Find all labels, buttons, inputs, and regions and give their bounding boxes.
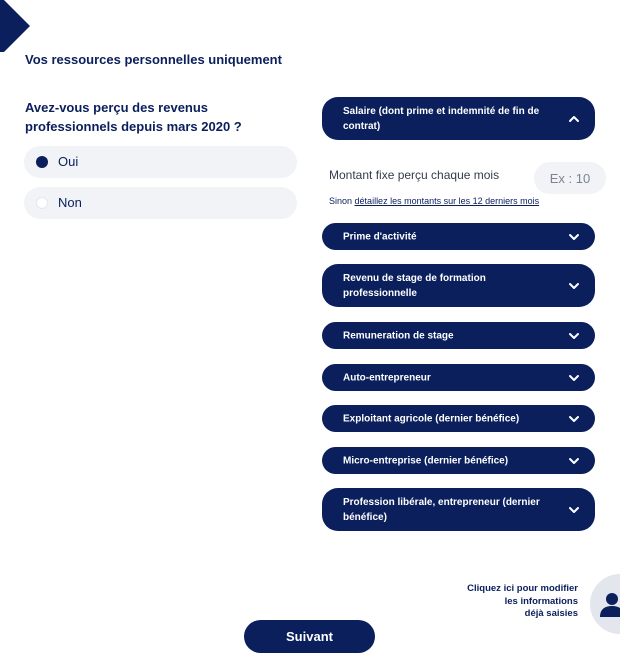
accordion-label: Profession libérale, entrepreneur (dernier bénéfice) [343, 496, 540, 523]
modify-info-link[interactable] [428, 583, 578, 621]
modify-info-avatar-button[interactable] [590, 574, 620, 634]
accordion-label: Salaire (dont prime et indemnité de fin de contrat) [343, 105, 540, 132]
amount-label: Montant fixe perçu chaque mois [329, 168, 500, 182]
accordion-salaire[interactable] [322, 97, 595, 140]
next-button[interactable]: Suivant [244, 620, 375, 653]
accordion-label: Prime d'activité [343, 231, 417, 242]
modify-info-line-2: les informations [504, 595, 578, 607]
accordion-auto-entrepreneur[interactable] [322, 364, 595, 391]
user-icon [599, 591, 620, 617]
detail-prefix: Sinon [329, 196, 353, 206]
detail-months-link[interactable]: détaillez les montants sur les 12 derniers mois [354, 196, 540, 206]
amount-input[interactable] [534, 162, 606, 194]
accordion-remuneration-stage[interactable] [322, 322, 595, 349]
radio-label-oui: Oui [58, 154, 79, 169]
accordion-label: Micro-entreprise (dernier bénéfice) [343, 455, 509, 466]
chevron-up-icon [568, 113, 580, 125]
radio-checked-icon[interactable] [36, 156, 48, 168]
accordion-label: Exploitant agricole (dernier bénéfice) [343, 413, 520, 424]
accordion-label: Auto-entrepreneur [343, 372, 431, 383]
detail-line [329, 196, 539, 206]
chevron-down-icon [568, 330, 580, 342]
question-text: Avez-vous perçu des revenus professionnels depuis mars 2020 ? [25, 100, 242, 134]
accordion-label: Remuneration de stage [343, 330, 454, 341]
chevron-down-icon [568, 372, 580, 384]
section-title: Vos ressources personnelles uniquement [25, 52, 282, 67]
modify-info-line-3: déjà saisies [524, 608, 578, 619]
accordion-label: Revenu de stage de formation professionnelle [343, 272, 486, 299]
accordion-prime-activite[interactable] [322, 223, 595, 250]
modify-info-line-1: Cliquez ici pour modifier [467, 583, 578, 594]
chevron-down-icon [568, 280, 580, 292]
radio-unchecked-icon[interactable] [36, 197, 48, 209]
chevron-down-icon [568, 455, 580, 467]
accordion-revenu-stage-formation[interactable] [322, 264, 595, 307]
radio-option-oui[interactable] [24, 146, 297, 178]
radio-label-non: Non [58, 195, 82, 210]
accordion-exploitant-agricole[interactable] [322, 405, 595, 432]
accordion-micro-entreprise[interactable] [322, 447, 595, 474]
corner-chevron-decoration [0, 0, 32, 52]
chevron-down-icon [568, 504, 580, 516]
radio-option-non[interactable] [24, 187, 297, 219]
chevron-down-icon [568, 231, 580, 243]
accordion-profession-liberale[interactable] [322, 488, 595, 531]
chevron-down-icon [568, 413, 580, 425]
